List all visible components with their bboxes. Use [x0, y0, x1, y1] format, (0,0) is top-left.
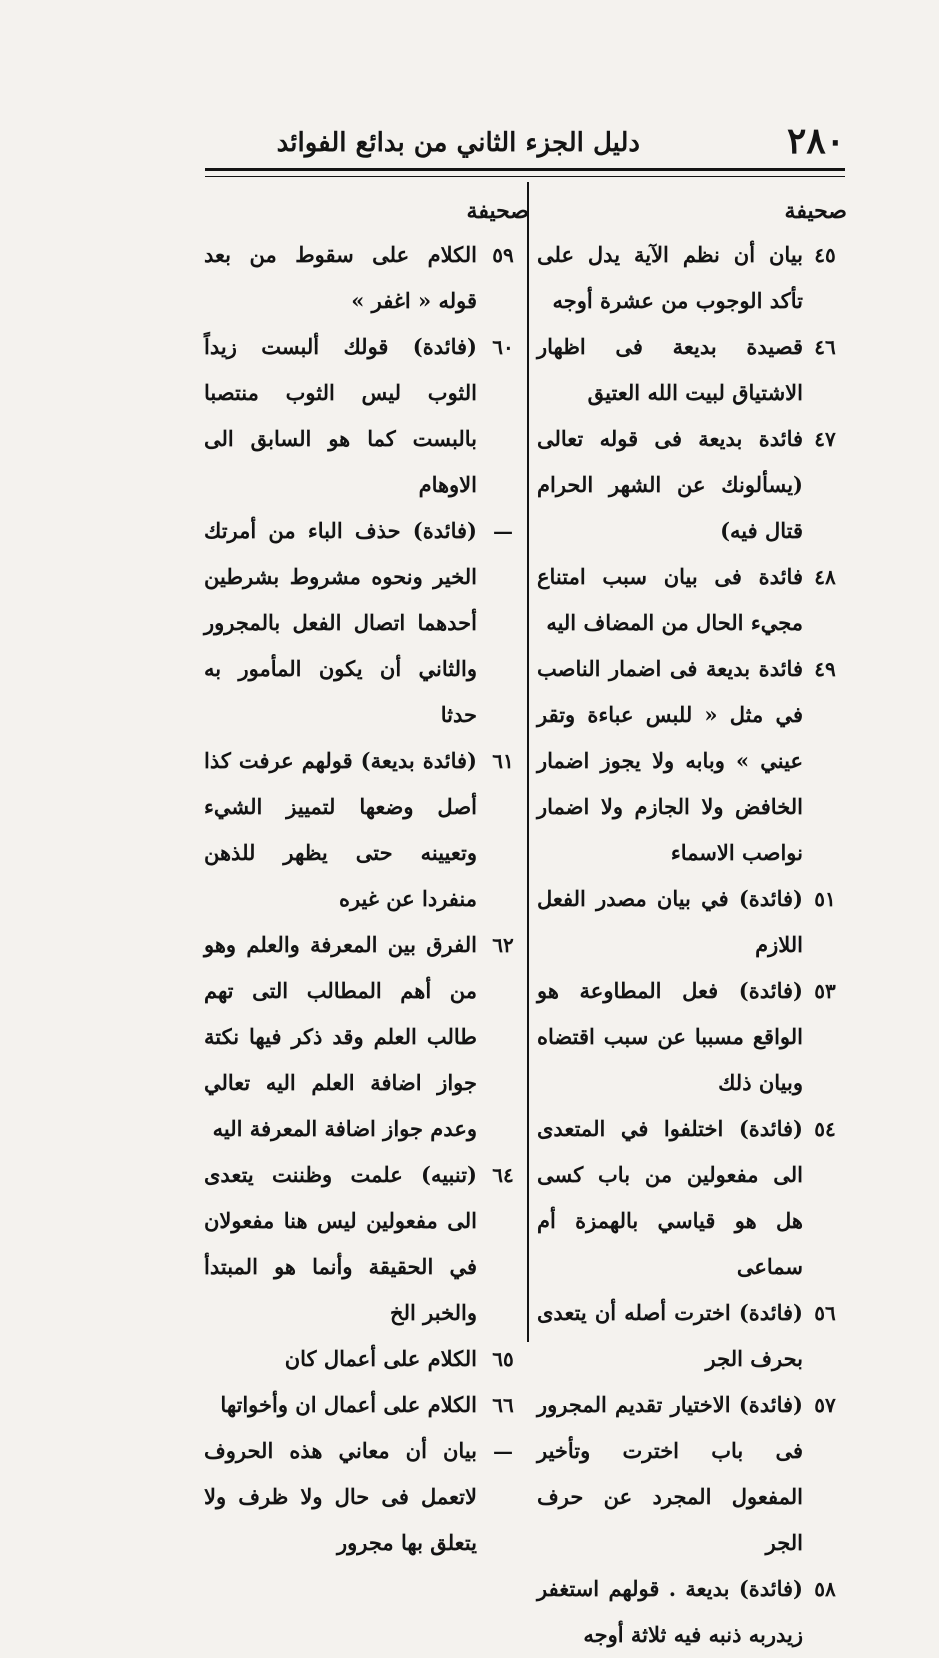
- entry-page-number: ٦٠: [492, 335, 514, 359]
- entry-page-number: ٦١: [492, 749, 514, 773]
- toc-entry: [537, 876, 847, 968]
- entry-title: (فائدة) اختلفوا في المتعدى الى مفعولين من باب كسى هل هو قياسي بالهمزة أم سماعى: [537, 1116, 803, 1279]
- toc-entry: [204, 1428, 529, 1566]
- entry-page-number: ٥٧: [814, 1393, 836, 1417]
- entry-page-number: ٥١: [814, 887, 836, 911]
- entry-title: فائدة فى بيان سبب امتناع مجيء الحال من المضاف اليه: [537, 564, 803, 635]
- entry-page-number: ٦٥: [492, 1347, 514, 1371]
- entry-title: بيان أن معاني هذه الحروف لاتعمل فى حال ولا ظرف ولا يتعلق بها مجرور: [204, 1438, 477, 1555]
- entry-title: (تنبيه) علمت وظننت يتعدى الى مفعولين ليس هنا مفعولان في الحقيقة وأنما هو المبتدأ والخبر الخ: [204, 1162, 477, 1325]
- toc-entry: [537, 324, 847, 416]
- entry-page-number: ٤٥: [814, 243, 836, 267]
- entry-title: (فائدة) الاختيار تقديم المجرور فى باب اخترت وتأخير المفعول المجرد عن حرف الجر: [537, 1392, 803, 1555]
- entry-title: بيان أن نظم الآية يدل على تأكد الوجوب من عشرة أوجه: [537, 242, 803, 313]
- toc-entry: [204, 1382, 529, 1428]
- entry-list: [537, 232, 847, 1658]
- toc-entry: [537, 1106, 847, 1290]
- entry-page-number: ٤٧: [814, 427, 836, 451]
- toc-entry: [537, 1566, 847, 1658]
- toc-entry: [204, 508, 529, 738]
- page-number: ٢٨٠: [786, 120, 845, 162]
- entry-title: فائدة بديعة فى اضمار الناصب في مثل « للبس عباءة وتقر عيني » وبابه ولا يجوز اضمار الخافض ولا الجازم ولا اضمار نواصب الاسماء: [537, 656, 803, 865]
- left-column: [204, 190, 529, 1566]
- toc-entry: [204, 738, 529, 922]
- entry-title: الفرق بين المعرفة والعلم وهو من أهم المطالب التى تهم طالب العلم وقد ذكر فيها نكتة جواز اضافة العلم اليه تعالي وعدم جواز اضافة المعرفة اليه: [204, 932, 477, 1141]
- entry-page-number: ٤٨: [814, 565, 836, 589]
- toc-entry: [204, 922, 529, 1152]
- entry-title: (فائدة) بديعة . قولهم استغفر زيدربه ذنبه فيه ثلاثة أوجه: [537, 1576, 803, 1647]
- column-heading: صحيفة: [784, 198, 847, 224]
- entry-title: الكلام على سقوط من بعد قوله « اغفر »: [204, 242, 477, 313]
- running-title: دليل الجزء الثاني من بدائع الفوائد: [276, 128, 640, 158]
- entry-page-number: ٦٦: [492, 1393, 514, 1417]
- entry-title: الكلام على أعمال كان: [284, 1346, 477, 1371]
- entry-title: (فائدة) في بيان مصدر الفعل اللازم: [537, 886, 803, 957]
- right-column: [537, 190, 847, 1658]
- toc-entry: [537, 968, 847, 1106]
- entry-title: (فائدة بديعة) قولهم عرفت كذا أصل وضعها لتمييز الشيء وتعيينه حتى يظهر للذهن منفردا عن غيره: [204, 748, 477, 911]
- entry-title: فائدة بديعة فى قوله تعالى (يسألونك عن الشهر الحرام قتال فيه): [537, 426, 803, 543]
- toc-entry: [537, 416, 847, 554]
- toc-entry: [204, 1336, 529, 1382]
- entry-page-number: ٤٩: [814, 657, 836, 681]
- toc-entry: [537, 1290, 847, 1382]
- entry-page-number: ٦٢: [492, 933, 514, 957]
- toc-entry: [537, 1382, 847, 1566]
- header-rule: [205, 168, 845, 171]
- header-rule-thin: [205, 176, 845, 177]
- entry-title: (فائدة) قولك ألبست زيداً الثوب ليس الثوب منتصبا بالبست كما هو السابق الى الاوهام: [204, 334, 477, 497]
- entry-page-number: ٥٤: [814, 1117, 836, 1141]
- entry-page-number: ٥٩: [492, 243, 514, 267]
- toc-entry: [204, 324, 529, 508]
- entry-title: (فائدة) اخترت أصله أن يتعدى بحرف الجر: [537, 1300, 803, 1371]
- entry-page-number: ٥٣: [814, 979, 836, 1003]
- entry-title: الكلام على أعمال ان وأخواتها: [220, 1392, 477, 1417]
- entry-page-number: ٤٦: [814, 335, 836, 359]
- toc-entry: [537, 554, 847, 646]
- entry-page-number: ٥٦: [814, 1301, 836, 1325]
- entry-page-number: ٦٤: [492, 1163, 514, 1187]
- entry-title: (فائدة) فعل المطاوعة هو الواقع مسببا عن سبب اقتضاه وبيان ذلك: [537, 978, 803, 1095]
- toc-entry: [204, 232, 529, 324]
- entry-page-number: —: [493, 1439, 513, 1463]
- entry-list: [204, 232, 529, 1566]
- toc-entry: [537, 646, 847, 876]
- entry-page-number: ٥٨: [814, 1577, 836, 1601]
- toc-entry: [204, 1152, 529, 1336]
- entry-title: (فائدة) حذف الباء من أمرتك الخير ونحوه مشروط بشرطين أحدهما اتصال الفعل بالمجرور والثاني أن يكون المأمور به حدثا: [204, 518, 477, 727]
- entry-page-number: —: [493, 519, 513, 543]
- entry-title: قصيدة بديعة فى اظهار الاشتياق لبيت الله العتيق: [537, 334, 803, 405]
- toc-entry: [537, 232, 847, 324]
- column-heading: صحيفة: [466, 198, 529, 224]
